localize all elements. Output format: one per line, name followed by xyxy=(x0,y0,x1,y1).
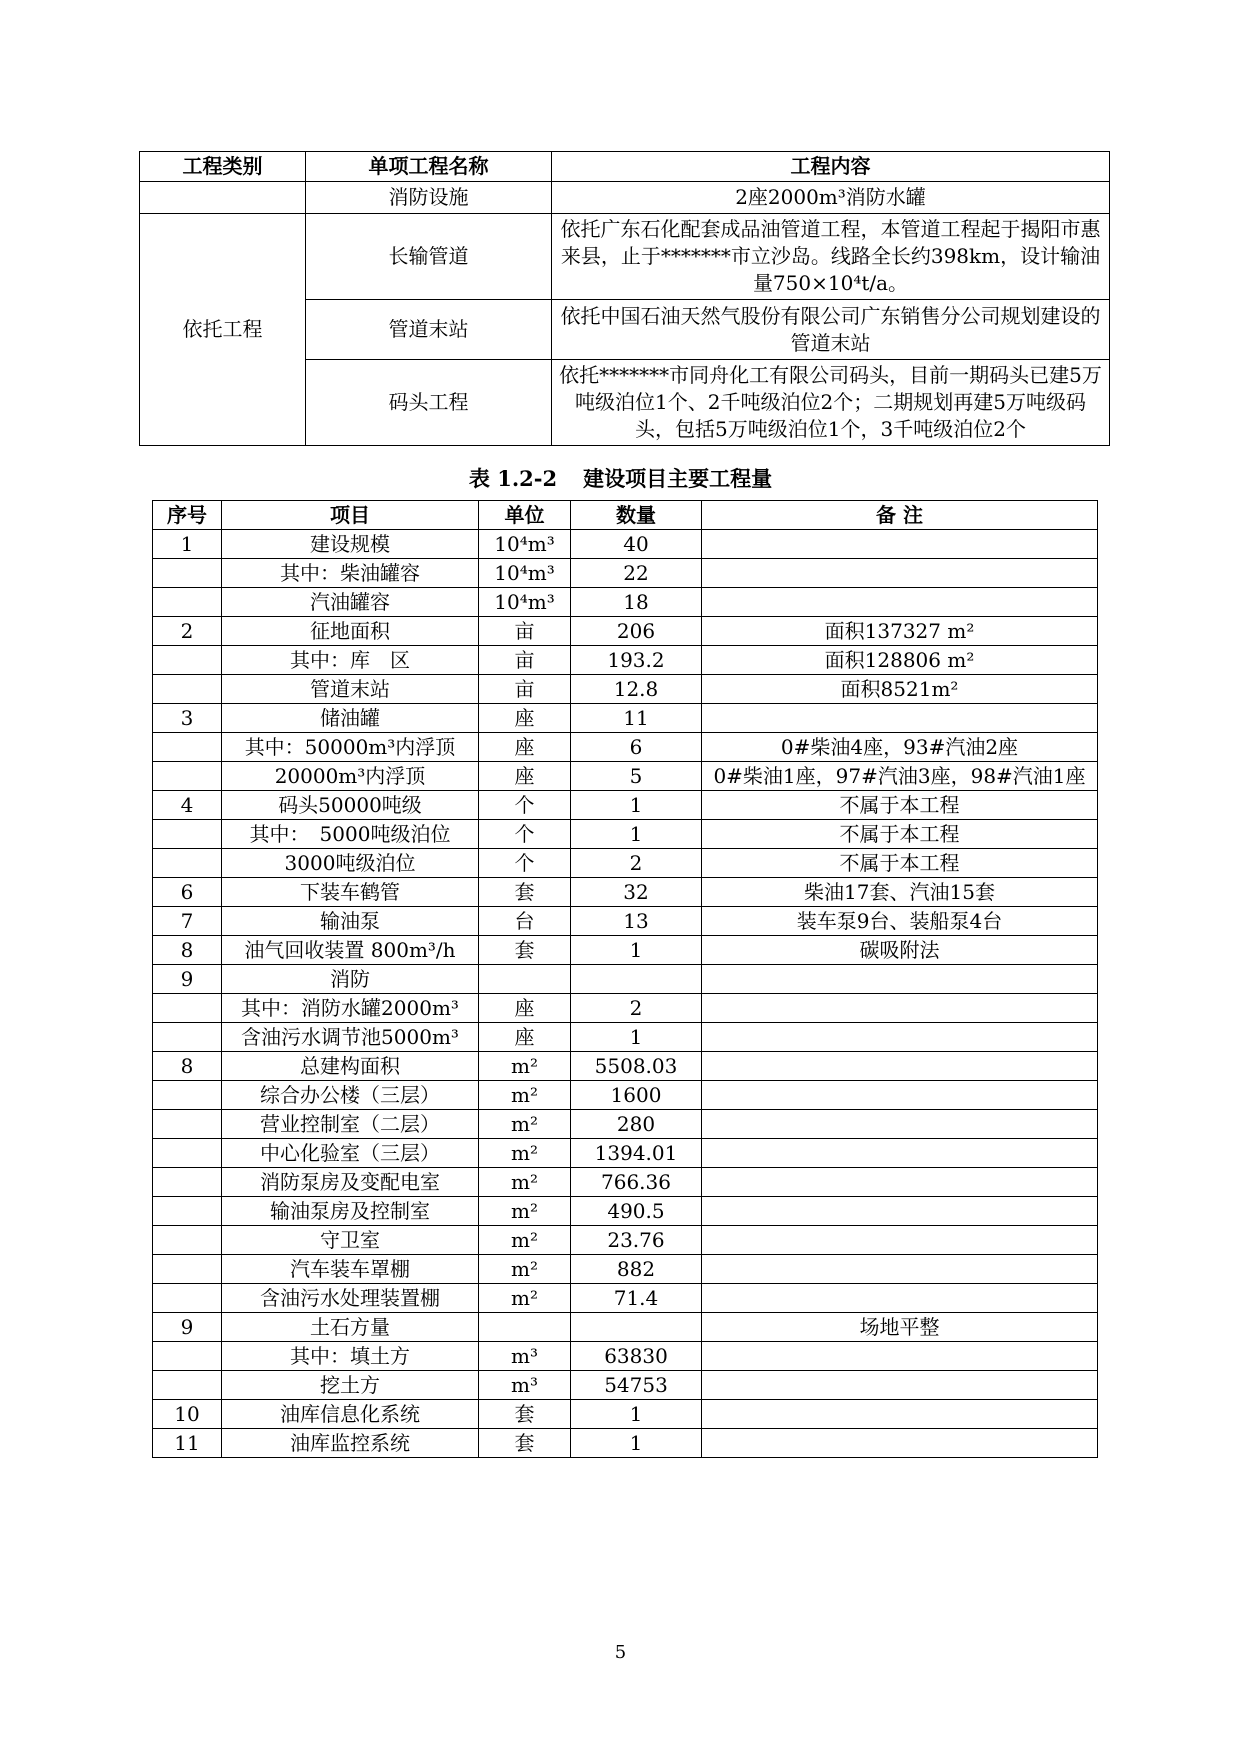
quantity-cell: 13 xyxy=(571,907,702,936)
unit-cell: m³ xyxy=(479,1371,571,1400)
note-cell: 装车泵9台、装船泵4台 xyxy=(702,907,1098,936)
table-row xyxy=(153,1371,1098,1400)
table-row xyxy=(153,1197,1098,1226)
item-cell: 守卫室 xyxy=(222,1226,479,1255)
note-cell xyxy=(702,965,1098,994)
quantity-cell: 54753 xyxy=(571,1371,702,1400)
unit-cell: m² xyxy=(479,1226,571,1255)
table-row xyxy=(153,1139,1098,1168)
note-cell xyxy=(702,994,1098,1023)
unit-cell: m² xyxy=(479,1255,571,1284)
table-row xyxy=(153,1284,1098,1313)
unit-cell: 个 xyxy=(479,791,571,820)
row-no-cell xyxy=(153,820,222,849)
quantity-cell: 2 xyxy=(571,994,702,1023)
item-cell: 油库信息化系统 xyxy=(222,1400,479,1429)
table-row xyxy=(153,936,1098,965)
unit-cell: 10⁴m³ xyxy=(479,530,571,559)
item-cell: 20000m³内浮顶 xyxy=(222,762,479,791)
table-row xyxy=(153,733,1098,762)
table-row xyxy=(153,530,1098,559)
note-cell: 柴油17套、汽油15套 xyxy=(702,878,1098,907)
row-no-cell xyxy=(153,733,222,762)
item-cell: 其中：消防水罐2000m³ xyxy=(222,994,479,1023)
note-cell xyxy=(702,588,1098,617)
unit-cell: m³ xyxy=(479,1342,571,1371)
note-cell xyxy=(702,1081,1098,1110)
main-quantities-table xyxy=(152,500,1098,1458)
row-no-cell xyxy=(153,1284,222,1313)
table-row xyxy=(153,762,1098,791)
quantity-cell: 12.8 xyxy=(571,675,702,704)
note-cell xyxy=(702,1342,1098,1371)
quantity-cell: 32 xyxy=(571,878,702,907)
row-no-cell xyxy=(153,1139,222,1168)
quantity-cell: 40 xyxy=(571,530,702,559)
row-no-cell: 3 xyxy=(153,704,222,733)
note-cell xyxy=(702,1371,1098,1400)
row-no-cell: 9 xyxy=(153,965,222,994)
quantity-cell: 490.5 xyxy=(571,1197,702,1226)
quantity-cell: 63830 xyxy=(571,1342,702,1371)
row-no-cell: 1 xyxy=(153,530,222,559)
table-row xyxy=(153,1168,1098,1197)
unit-cell: 套 xyxy=(479,1429,571,1458)
table-row xyxy=(153,965,1098,994)
table1-category-relied: 依托工程 xyxy=(140,214,306,446)
table1-project-name: 管道末站 xyxy=(306,300,552,360)
row-no-cell: 4 xyxy=(153,791,222,820)
table-row xyxy=(153,1226,1098,1255)
page-number: 5 xyxy=(614,1642,627,1663)
item-cell: 消防泵房及变配电室 xyxy=(222,1168,479,1197)
row-no-cell xyxy=(153,559,222,588)
table1-project-content: 依托*******市同舟化工有限公司码头，目前一期码头已建5万吨级泊位1个、2千吨级泊位2个；二期规划再建5万吨级码头，包括5万吨级泊位1个，3千吨级泊位2个 xyxy=(552,360,1110,446)
unit-cell xyxy=(479,1313,571,1342)
quantity-cell: 23.76 xyxy=(571,1226,702,1255)
unit-cell: 座 xyxy=(479,994,571,1023)
row-no-cell: 11 xyxy=(153,1429,222,1458)
note-cell xyxy=(702,1255,1098,1284)
row-no-cell xyxy=(153,1197,222,1226)
row-no-cell xyxy=(153,1023,222,1052)
table-row xyxy=(153,559,1098,588)
item-cell: 总建构面积 xyxy=(222,1052,479,1081)
unit-cell: 套 xyxy=(479,878,571,907)
row-no-cell xyxy=(153,1110,222,1139)
item-cell: 含油污水处理装置棚 xyxy=(222,1284,479,1313)
item-cell: 储油罐 xyxy=(222,704,479,733)
item-cell: 征地面积 xyxy=(222,617,479,646)
item-cell: 输油泵 xyxy=(222,907,479,936)
unit-cell: 座 xyxy=(479,1023,571,1052)
table1-row-pipeline xyxy=(140,214,1110,300)
item-cell: 其中：50000m³内浮顶 xyxy=(222,733,479,762)
item-cell: 输油泵房及控制室 xyxy=(222,1197,479,1226)
table-row xyxy=(153,1400,1098,1429)
note-cell xyxy=(702,1168,1098,1197)
unit-cell: m² xyxy=(479,1052,571,1081)
quantity-cell: 6 xyxy=(571,733,702,762)
item-cell: 其中：库 区 xyxy=(222,646,479,675)
row-no-cell xyxy=(153,1168,222,1197)
unit-cell: m² xyxy=(479,1197,571,1226)
project-composition-table xyxy=(139,151,1110,446)
unit-cell: 套 xyxy=(479,1400,571,1429)
item-cell: 下装车鹤管 xyxy=(222,878,479,907)
unit-cell: m² xyxy=(479,1081,571,1110)
quantity-cell: 882 xyxy=(571,1255,702,1284)
unit-cell xyxy=(479,965,571,994)
row-no-cell xyxy=(153,1081,222,1110)
unit-cell: m² xyxy=(479,1139,571,1168)
unit-cell: m² xyxy=(479,1110,571,1139)
note-cell: 场地平整 xyxy=(702,1313,1098,1342)
row-no-cell xyxy=(153,994,222,1023)
note-cell: 面积128806 m² xyxy=(702,646,1098,675)
table2-body xyxy=(153,530,1098,1458)
note-cell: 0#柴油1座，97#汽油3座，98#汽油1座 xyxy=(702,762,1098,791)
table-row xyxy=(153,1429,1098,1458)
table2-header-item: 项目 xyxy=(222,501,479,530)
note-cell xyxy=(702,1023,1098,1052)
item-cell: 挖土方 xyxy=(222,1371,479,1400)
row-no-cell: 8 xyxy=(153,936,222,965)
note-cell: 碳吸附法 xyxy=(702,936,1098,965)
note-cell: 面积137327 m² xyxy=(702,617,1098,646)
quantity-cell: 1 xyxy=(571,1023,702,1052)
table2-header-quantity: 数量 xyxy=(571,501,702,530)
table-row xyxy=(153,675,1098,704)
item-cell: 消防 xyxy=(222,965,479,994)
quantity-cell: 766.36 xyxy=(571,1168,702,1197)
table1-category-empty xyxy=(140,182,306,214)
row-no-cell: 7 xyxy=(153,907,222,936)
table1-header-content: 工程内容 xyxy=(552,152,1110,182)
unit-cell: 个 xyxy=(479,849,571,878)
unit-cell: 座 xyxy=(479,733,571,762)
table-row xyxy=(153,1081,1098,1110)
table1-header-row xyxy=(140,152,1110,182)
unit-cell: 亩 xyxy=(479,646,571,675)
item-cell: 油气回收装置 800m³/h xyxy=(222,936,479,965)
table-row xyxy=(153,1052,1098,1081)
quantity-cell: 1394.01 xyxy=(571,1139,702,1168)
row-no-cell xyxy=(153,1255,222,1284)
row-no-cell xyxy=(153,762,222,791)
item-cell: 3000吨级泊位 xyxy=(222,849,479,878)
quantity-cell: 2 xyxy=(571,849,702,878)
row-no-cell: 9 xyxy=(153,1313,222,1342)
table1-header-name: 单项工程名称 xyxy=(306,152,552,182)
table1-row-fire xyxy=(140,182,1110,214)
unit-cell: 亩 xyxy=(479,617,571,646)
note-cell xyxy=(702,704,1098,733)
unit-cell: m² xyxy=(479,1168,571,1197)
table2-header-row xyxy=(153,501,1098,530)
table-row xyxy=(153,1313,1098,1342)
unit-cell: 座 xyxy=(479,762,571,791)
quantity-cell: 1 xyxy=(571,791,702,820)
note-cell xyxy=(702,559,1098,588)
quantity-cell: 18 xyxy=(571,588,702,617)
item-cell: 其中： 5000吨级泊位 xyxy=(222,820,479,849)
item-cell: 营业控制室（二层） xyxy=(222,1110,479,1139)
quantity-cell: 5 xyxy=(571,762,702,791)
table-caption xyxy=(0,463,1241,493)
table1-project-name: 长输管道 xyxy=(306,214,552,300)
quantity-cell: 280 xyxy=(571,1110,702,1139)
quantity-cell: 1 xyxy=(571,1429,702,1458)
row-no-cell xyxy=(153,646,222,675)
quantity-cell xyxy=(571,965,702,994)
note-cell xyxy=(702,1226,1098,1255)
unit-cell: 台 xyxy=(479,907,571,936)
row-no-cell xyxy=(153,675,222,704)
quantity-cell: 11 xyxy=(571,704,702,733)
note-cell: 面积8521m² xyxy=(702,675,1098,704)
table-row xyxy=(153,820,1098,849)
item-cell: 土石方量 xyxy=(222,1313,479,1342)
row-no-cell xyxy=(153,588,222,617)
table1-project-content: 依托中国石油天然气股份有限公司广东销售分公司规划建设的管道末站 xyxy=(552,300,1110,360)
caption-title: 建设项目主要工程量 xyxy=(583,466,773,491)
item-cell: 综合办公楼（三层） xyxy=(222,1081,479,1110)
table-row xyxy=(153,704,1098,733)
table-row xyxy=(153,1023,1098,1052)
caption-number: 表 1.2-2 xyxy=(468,466,558,491)
table-row xyxy=(153,994,1098,1023)
row-no-cell: 8 xyxy=(153,1052,222,1081)
table-row xyxy=(153,588,1098,617)
table1-project-content: 2座2000m³消防水罐 xyxy=(552,182,1110,214)
note-cell xyxy=(702,1429,1098,1458)
table1-header-category: 工程类别 xyxy=(140,152,306,182)
row-no-cell xyxy=(153,849,222,878)
item-cell: 其中：填土方 xyxy=(222,1342,479,1371)
note-cell: 不属于本工程 xyxy=(702,849,1098,878)
quantity-cell: 1 xyxy=(571,936,702,965)
table2-header-no: 序号 xyxy=(153,501,222,530)
note-cell xyxy=(702,1110,1098,1139)
unit-cell: 座 xyxy=(479,704,571,733)
item-cell: 码头50000吨级 xyxy=(222,791,479,820)
note-cell xyxy=(702,1139,1098,1168)
item-cell: 含油污水调节池5000m³ xyxy=(222,1023,479,1052)
table2-header-note: 备 注 xyxy=(702,501,1098,530)
quantity-cell xyxy=(571,1313,702,1342)
table1-project-name: 码头工程 xyxy=(306,360,552,446)
unit-cell: 10⁴m³ xyxy=(479,588,571,617)
table2-header-unit: 单位 xyxy=(479,501,571,530)
table-row xyxy=(153,791,1098,820)
unit-cell: 10⁴m³ xyxy=(479,559,571,588)
item-cell: 建设规模 xyxy=(222,530,479,559)
table1-project-content: 依托广东石化配套成品油管道工程，本管道工程起于揭阳市惠来县，止于*******市立沙岛。线路全长约398km，设计输油量750×10⁴t/a。 xyxy=(552,214,1110,300)
table-row xyxy=(153,878,1098,907)
item-cell: 中心化验室（三层） xyxy=(222,1139,479,1168)
note-cell: 不属于本工程 xyxy=(702,820,1098,849)
note-cell xyxy=(702,1197,1098,1226)
row-no-cell xyxy=(153,1371,222,1400)
note-cell: 不属于本工程 xyxy=(702,791,1098,820)
row-no-cell xyxy=(153,1226,222,1255)
row-no-cell xyxy=(153,1342,222,1371)
row-no-cell: 10 xyxy=(153,1400,222,1429)
table-row xyxy=(153,617,1098,646)
table-row xyxy=(153,907,1098,936)
unit-cell: 亩 xyxy=(479,675,571,704)
quantity-cell: 5508.03 xyxy=(571,1052,702,1081)
item-cell: 其中：柴油罐容 xyxy=(222,559,479,588)
table-row xyxy=(153,1255,1098,1284)
item-cell: 油库监控系统 xyxy=(222,1429,479,1458)
note-cell xyxy=(702,1400,1098,1429)
item-cell: 汽车装车罩棚 xyxy=(222,1255,479,1284)
unit-cell: 套 xyxy=(479,936,571,965)
note-cell xyxy=(702,1052,1098,1081)
quantity-cell: 1 xyxy=(571,1400,702,1429)
quantity-cell: 22 xyxy=(571,559,702,588)
table-row xyxy=(153,1110,1098,1139)
row-no-cell: 2 xyxy=(153,617,222,646)
table-row xyxy=(153,646,1098,675)
quantity-cell: 1 xyxy=(571,820,702,849)
note-cell: 0#柴油4座，93#汽油2座 xyxy=(702,733,1098,762)
row-no-cell: 6 xyxy=(153,878,222,907)
note-cell xyxy=(702,530,1098,559)
unit-cell: m² xyxy=(479,1284,571,1313)
quantity-cell: 206 xyxy=(571,617,702,646)
table1-project-name: 消防设施 xyxy=(306,182,552,214)
quantity-cell: 193.2 xyxy=(571,646,702,675)
table-row xyxy=(153,1342,1098,1371)
quantity-cell: 71.4 xyxy=(571,1284,702,1313)
table-row xyxy=(153,849,1098,878)
item-cell: 管道末站 xyxy=(222,675,479,704)
unit-cell: 个 xyxy=(479,820,571,849)
quantity-cell: 1600 xyxy=(571,1081,702,1110)
note-cell xyxy=(702,1284,1098,1313)
item-cell: 汽油罐容 xyxy=(222,588,479,617)
